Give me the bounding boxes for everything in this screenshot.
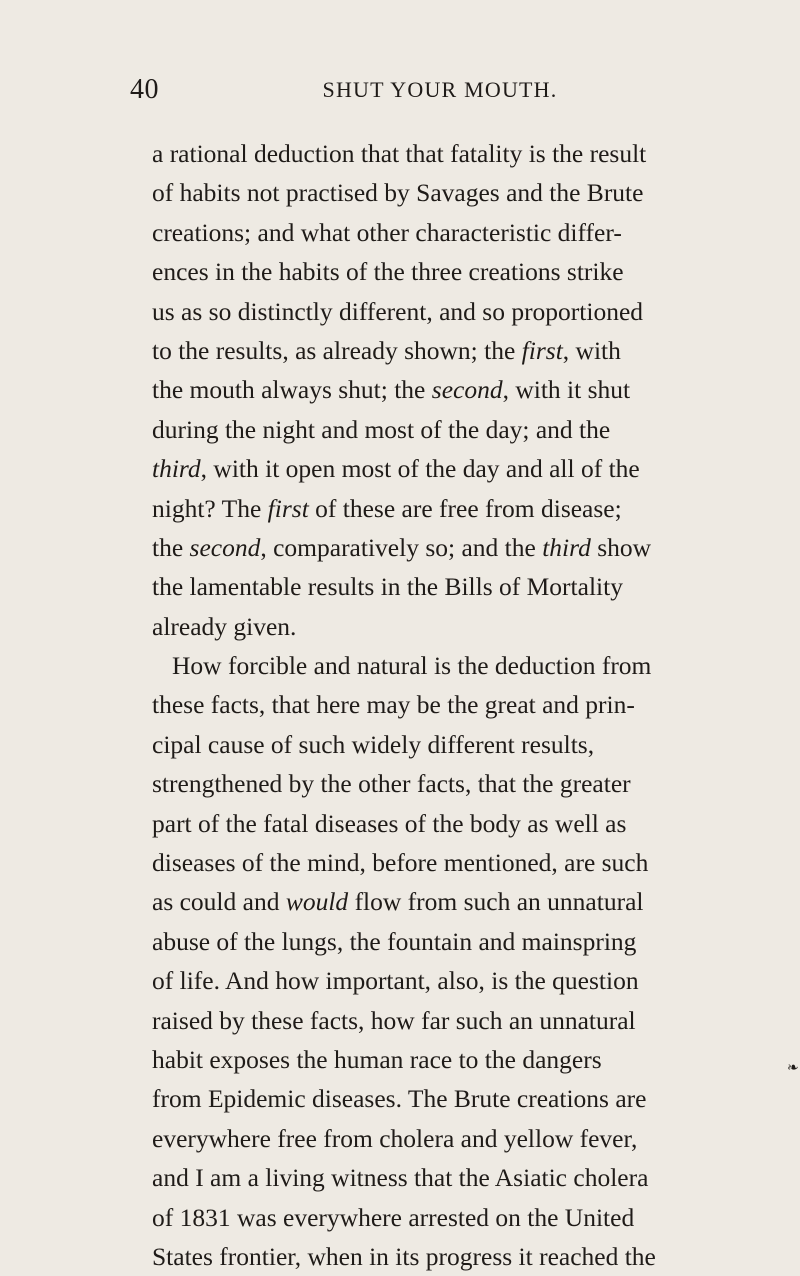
text-line <box>152 449 800 488</box>
text-run: flow from such an unnatural <box>348 887 644 917</box>
text-line: States frontier, when in its progress it reached the <box>152 1241 656 1271</box>
text-line <box>152 882 800 921</box>
italic-text: second <box>189 532 261 562</box>
margin-mark: ❧ <box>787 1061 799 1076</box>
italic-text: third <box>152 454 201 484</box>
italic-text: first <box>521 335 563 365</box>
text-line <box>152 331 800 370</box>
text-line: already given. <box>152 611 297 641</box>
text-line: How forcible and natural is the deduction from <box>172 651 652 681</box>
text-line: strengthened by the other facts, that the greater <box>152 769 631 799</box>
running-head-title: SHUT YOUR MOUTH. <box>322 77 558 102</box>
italic-text: third <box>542 532 591 562</box>
text-run: of these are free from disease; <box>308 493 622 523</box>
text-line: everywhere free from cholera and yellow fever, <box>152 1123 638 1153</box>
italic-text: second <box>431 375 503 405</box>
italic-text: first <box>267 493 309 523</box>
text-run: to the results, as already shown; the <box>152 335 522 365</box>
text-line: these facts, that here may be the great and prin- <box>152 690 635 720</box>
text-run: night? The <box>152 493 268 523</box>
text-run: , comparatively so; and the <box>260 532 543 562</box>
text-line: of habits not practised by Savages and the Brute <box>152 178 644 208</box>
text-line: ences in the habits of the three creations strike <box>152 257 624 287</box>
text-run: , with it open most of the day and all of the <box>200 454 640 484</box>
text-line: raised by these facts, how far such an unnatural <box>152 1005 636 1035</box>
text-line <box>152 489 800 528</box>
text-line: of 1831 was everywhere arrested on the United <box>152 1202 635 1232</box>
italic-text: would <box>285 887 349 917</box>
body-text <box>152 134 800 1276</box>
text-line: us as so distinctly different, and so proportioned <box>152 296 644 326</box>
text-line: and I am a living witness that the Asiatic cholera <box>152 1163 649 1193</box>
text-line: the lamentable results in the Bills of Mortality <box>152 572 623 602</box>
page-header <box>130 70 740 110</box>
text-line <box>152 528 800 567</box>
text-line: of life. And how important, also, is the question <box>152 966 639 996</box>
text-line: a rational deduction that that fatality is the result <box>152 139 647 168</box>
text-run: , with it shut <box>502 375 631 405</box>
text-line: from Epidemic diseases. The Brute creations are <box>152 1084 647 1114</box>
page-number: 40 <box>130 74 159 105</box>
text-run: the <box>152 532 190 562</box>
text-line: during the night and most of the day; and the <box>152 414 611 444</box>
text-run: as could and <box>152 887 286 917</box>
text-line: creations; and what other characteristic differ- <box>152 217 622 247</box>
text-run: show <box>590 532 652 562</box>
text-line: part of the fatal diseases of the body as well as <box>152 808 627 838</box>
text-run: , with <box>562 335 621 365</box>
text-line <box>152 370 800 409</box>
text-line: diseases of the mind, before mentioned, are such <box>152 848 649 878</box>
text-line: cipal cause of such widely different results, <box>152 729 595 759</box>
text-line: habit exposes the human race to the dangers <box>152 1044 602 1074</box>
text-line: abuse of the lungs, the fountain and mainspring <box>152 926 637 956</box>
text-run: the mouth always shut; the <box>152 375 432 405</box>
